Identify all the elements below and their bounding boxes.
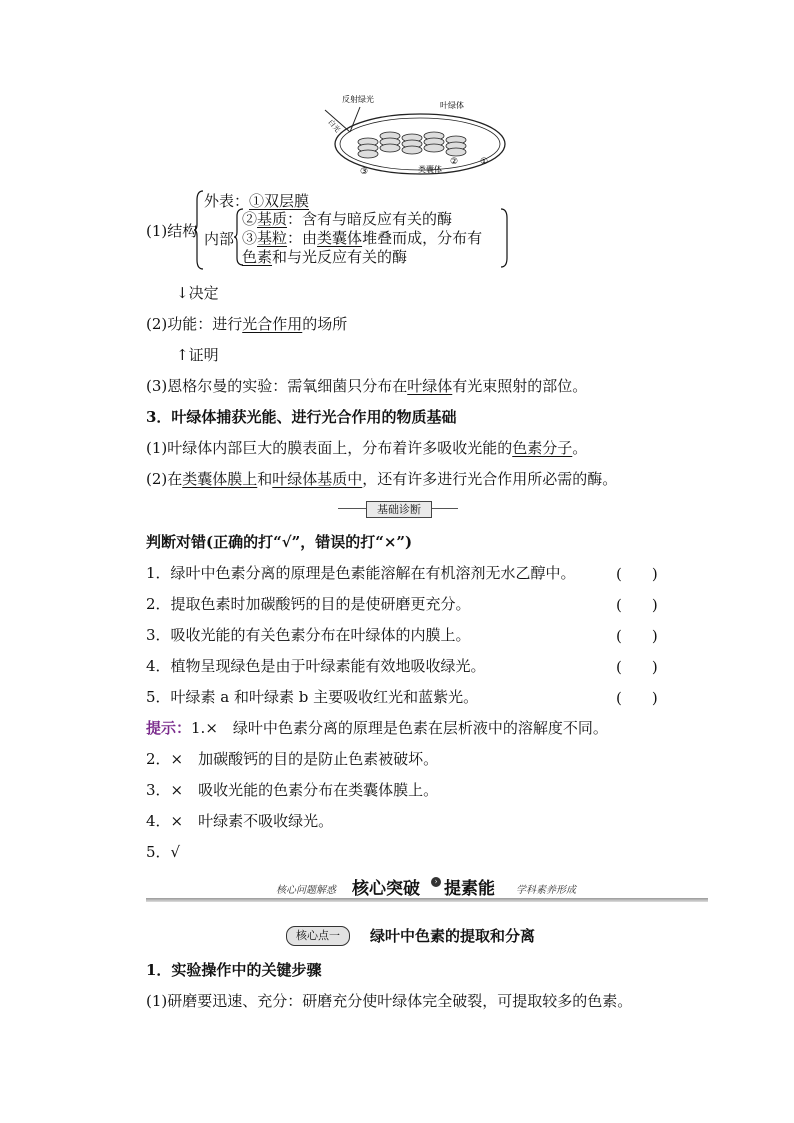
- label-chloroplast: 叶绿体: [440, 101, 464, 110]
- grana-rest: 堆叠而成，分布有: [362, 229, 483, 247]
- core-banner-left: 核心问题解惑: [276, 885, 336, 896]
- answer-1: 1.× 绿叶中色素分离的原理是色素在层析液中的溶解度不同。: [191, 719, 608, 737]
- reflect-ray: [350, 107, 360, 132]
- label-num-2: ②: [450, 157, 459, 167]
- hint-label: 提示：: [146, 719, 192, 737]
- stroma-prefix: ②: [242, 210, 258, 228]
- s3-line2-term2: 叶绿体基质中: [272, 470, 363, 488]
- arrow-circle-icon: ›: [431, 877, 441, 887]
- core-banner: [146, 872, 708, 904]
- question-4: 4．植物呈现绿色是由于叶绿素能有效地吸收绿光。: [146, 657, 486, 675]
- inner-label: 内部: [204, 230, 235, 248]
- section3-title: 3．叶绿体捕获光能、进行光合作用的物质基础: [146, 408, 457, 426]
- outer-value: ①双层膜: [249, 192, 310, 210]
- outer-brace: [194, 190, 204, 270]
- grana-line2-rest: 和与光反应有关的酶: [272, 248, 408, 266]
- judge-title: 判断对错(正确的打“√”，错误的打“×”): [146, 533, 413, 551]
- function-suffix: 的场所: [302, 315, 348, 333]
- s3-line1: [146, 438, 587, 458]
- core-banner-right: 学科素养形成: [516, 885, 576, 896]
- s3-line1-term: 色素分子: [512, 439, 573, 457]
- function-prefix: (2)功能：进行: [146, 315, 243, 333]
- answer-paren-1[interactable]: ( ): [616, 565, 658, 583]
- engelmann-line: [146, 376, 587, 396]
- grana-term: 基粒: [257, 229, 288, 247]
- question-1: 1．绿叶中色素分离的原理是色素能溶解在有机溶剂无水乙醇中。: [146, 564, 576, 582]
- s1-line1: (1)研磨要迅速、充分：研磨充分使叶绿体完全破裂，可提取较多的色素。: [146, 992, 633, 1010]
- core-point-title: 绿叶中色素的提取和分离: [370, 927, 536, 945]
- label-reflect: 反射绿光: [342, 95, 374, 104]
- grana-line2-term: 色素: [242, 248, 273, 266]
- outer-prefix: 外表：: [204, 192, 250, 210]
- question-3: 3．吸收光能的有关色素分布在叶绿体的内膜上。: [146, 626, 471, 644]
- decide-arrow: ↓决定: [176, 284, 219, 302]
- answer-paren-5[interactable]: ( ): [616, 689, 658, 707]
- right-brace: [500, 208, 510, 268]
- engelmann-suffix: 有光束照射的部位。: [452, 377, 588, 395]
- answer-paren-4[interactable]: ( ): [616, 658, 658, 676]
- structure-label: (1)结构: [146, 222, 198, 240]
- engelmann-term: 叶绿体: [407, 377, 453, 395]
- hint-line-1: [146, 718, 608, 738]
- question-2: 2．提取色素时加碳酸钙的目的是使研磨更充分。: [146, 595, 471, 613]
- core-point-tag: 核心点一: [286, 926, 350, 946]
- function-term: 光合作用: [242, 315, 303, 333]
- stroma-term: 基质: [257, 210, 288, 228]
- s1-title: 1．实验操作中的关键步骤: [146, 961, 322, 979]
- label-thylakoid: 类囊体: [418, 165, 442, 174]
- answer-3: 3．× 吸收光能的色素分布在类囊体膜上。: [146, 781, 439, 799]
- s3-line2-prefix: (2)在: [146, 470, 183, 488]
- basic-banner: [338, 501, 458, 517]
- answer-paren-2[interactable]: ( ): [616, 596, 658, 614]
- prove-arrow: ↑证明: [176, 346, 219, 364]
- answer-4: 4．× 叶绿素不吸收绿光。: [146, 812, 334, 830]
- stroma-rest: ：含有与暗反应有关的酶: [287, 210, 453, 228]
- grana-stacks: [358, 132, 466, 158]
- s3-line1-suffix: 。: [572, 439, 588, 457]
- s3-line2-suffix: ，还有许多进行光合作用所必需的酶。: [362, 470, 618, 488]
- core-banner-main1: 核心突破: [352, 879, 420, 899]
- grana-mid: ：由: [287, 229, 318, 247]
- engelmann-prefix: (3)恩格尔曼的实验：需氧细菌只分布在: [146, 377, 408, 395]
- grana-term2: 类囊体: [317, 229, 363, 247]
- s3-line2-term1: 类囊体膜上: [182, 470, 258, 488]
- question-5: 5．叶绿素 a 和叶绿素 b 主要吸收红光和蓝紫光。: [146, 688, 479, 706]
- answer-paren-3[interactable]: ( ): [616, 627, 658, 645]
- function-line: [146, 314, 347, 334]
- label-light: 白光: [326, 118, 342, 135]
- s3-line1-prefix: (1)叶绿体内部巨大的膜表面上，分布着许多吸收光能的: [146, 439, 513, 457]
- basic-banner-label: 基础诊断: [366, 501, 432, 518]
- label-num-3: ③: [360, 167, 369, 177]
- answer-2: 2．× 加碳酸钙的目的是防止色素被破坏。: [146, 750, 439, 768]
- chloroplast-diagram: [320, 92, 510, 182]
- grana-prefix: ③: [242, 229, 258, 247]
- answer-5: 5．√: [146, 843, 181, 861]
- structure-block: [146, 188, 526, 270]
- label-num-1: ①: [480, 157, 489, 167]
- core-banner-main2: 提素能: [444, 879, 495, 899]
- s3-line2: [146, 469, 617, 489]
- s3-line2-mid: 和: [257, 470, 273, 488]
